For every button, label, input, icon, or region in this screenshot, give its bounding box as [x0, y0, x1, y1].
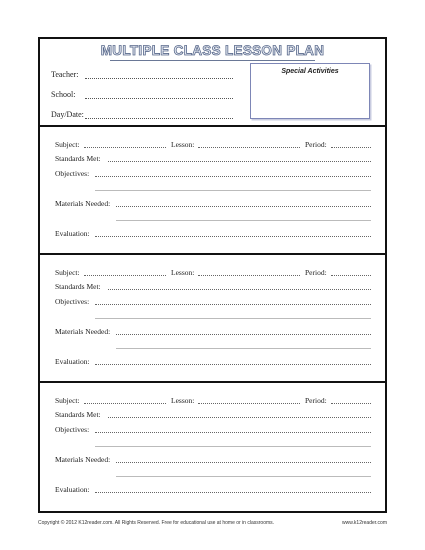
standards-label: Standards Met: [55, 282, 101, 291]
standards-label: Standards Met: [55, 410, 101, 419]
objectives-extra-line[interactable] [95, 318, 371, 319]
objectives-extra-line[interactable] [95, 190, 371, 191]
lesson-label: Lesson: [171, 140, 195, 149]
special-activities-label: Special Activities [281, 68, 339, 75]
standards-field[interactable] [108, 161, 371, 162]
period-field[interactable] [331, 147, 371, 148]
standards-field[interactable] [108, 289, 371, 290]
materials-field[interactable] [116, 462, 371, 463]
lesson-field[interactable] [198, 275, 300, 276]
materials-label: Materials Needed: [55, 327, 111, 336]
objectives-field[interactable] [95, 176, 371, 177]
page-title: MULTIPLE CLASS LESSON PLAN [100, 43, 325, 58]
school-field[interactable] [85, 98, 233, 99]
evaluation-label: Evaluation: [55, 357, 90, 366]
school-label: School: [51, 90, 76, 99]
lesson-label: Lesson: [171, 396, 195, 405]
materials-label: Materials Needed: [55, 455, 111, 464]
objectives-label: Objectives: [55, 425, 90, 434]
objectives-extra-line[interactable] [95, 446, 371, 447]
subject-label: Subject: [55, 140, 80, 149]
evaluation-label: Evaluation: [55, 485, 90, 494]
daydate-field[interactable] [85, 118, 233, 119]
period-field[interactable] [331, 275, 371, 276]
daydate-label: Day/Date: [51, 110, 84, 119]
subject-field[interactable] [84, 147, 166, 148]
period-field[interactable] [331, 403, 371, 404]
evaluation-field[interactable] [95, 492, 371, 493]
materials-label: Materials Needed: [55, 199, 111, 208]
period-label: Period: [305, 268, 327, 277]
special-activities-box[interactable] [250, 63, 370, 119]
subject-field[interactable] [84, 275, 166, 276]
copyright-notice: Copyright © 2012 K12reader.com. All Rights Reserved. Free for educational use at home or in classrooms. [38, 520, 275, 526]
evaluation-field[interactable] [95, 364, 371, 365]
subject-label: Subject: [55, 268, 80, 277]
objectives-label: Objectives: [55, 169, 90, 178]
evaluation-label: Evaluation: [55, 229, 90, 238]
title-underline [110, 60, 315, 61]
objectives-field[interactable] [95, 432, 371, 433]
lesson-section-1 [40, 127, 385, 255]
teacher-label: Teacher: [51, 70, 79, 79]
lesson-label: Lesson: [171, 268, 195, 277]
subject-label: Subject: [55, 396, 80, 405]
objectives-field[interactable] [95, 304, 371, 305]
materials-extra-line[interactable] [116, 348, 371, 349]
lesson-plan-form [38, 37, 387, 513]
lesson-field[interactable] [198, 403, 300, 404]
objectives-label: Objectives: [55, 297, 90, 306]
teacher-field[interactable] [85, 78, 233, 79]
site-url[interactable]: www.k12reader.com [341, 520, 387, 526]
subject-field[interactable] [84, 403, 166, 404]
materials-extra-line[interactable] [116, 220, 371, 221]
materials-extra-line[interactable] [116, 476, 371, 477]
lesson-section-2 [40, 255, 385, 383]
period-label: Period: [305, 396, 327, 405]
standards-field[interactable] [108, 417, 371, 418]
evaluation-field[interactable] [95, 236, 371, 237]
lesson-section-3 [40, 383, 385, 511]
lesson-field[interactable] [198, 147, 300, 148]
standards-label: Standards Met: [55, 154, 101, 163]
period-label: Period: [305, 140, 327, 149]
materials-field[interactable] [116, 206, 371, 207]
materials-field[interactable] [116, 334, 371, 335]
